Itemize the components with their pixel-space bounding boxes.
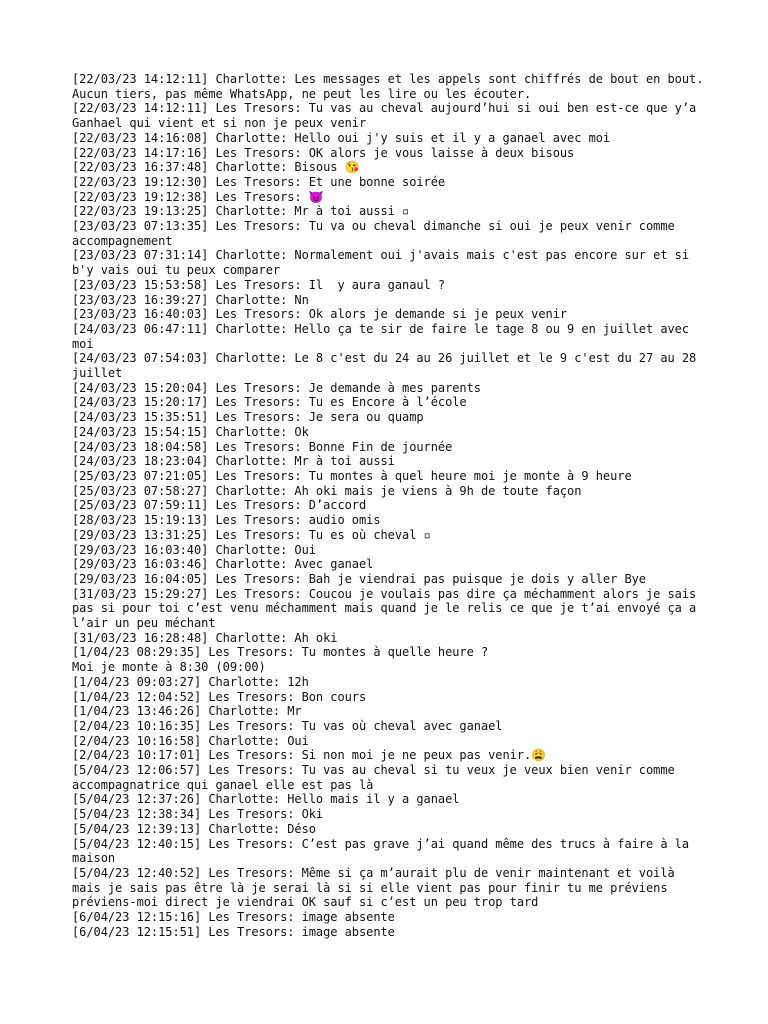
message-line: [28/03/23 15:19:13] Les Tresors: audio omis [72,513,381,528]
message-line: [6/04/23 12:15:16] Les Tresors: image absente [72,910,395,925]
message-line: [31/03/23 15:29:27] Les Tresors: Coucou je voulais pas dire ça méchamment alors je sais pas si pour toi c’est venu méchamment mais quand je le relis ce que je t’ai envoyé ça a l’air un peu méchant [72,586,704,631]
message-line: [24/03/23 18:04:58] Les Tresors: Bonne Fin de journée [72,439,453,454]
message-line: [5/04/23 12:37:26] Charlotte: Hello mais il y a ganael [72,792,460,807]
message-line: [23/03/23 15:53:58] Les Tresors: Il y aura ganaul ? [72,277,446,292]
message-line: [5/04/23 12:40:15] Les Tresors: C’est pas grave j’ai quand même des trucs à faire à la maison [72,836,697,866]
message-line: [24/03/23 15:20:17] Les Tresors: Tu es Encore à l’école [72,395,467,410]
message-line: [1/04/23 09:03:27] Charlotte: 12h [72,674,309,689]
message-line: [22/03/23 14:12:11] Les Tresors: Tu vas au cheval aujourd’hui si oui ben est-ce que y’a Ganhael qui vient et si non je peux venir [72,101,704,131]
message-line: [5/04/23 12:40:52] Les Tresors: Même si ça m’aurait plu de venir maintenant et voilà mais je sais pas être là je serai là si si elle vient pas pour finir tu me préviens préviens-moi direct je viendrai OK sauf si c’est un peu trop tard [72,865,682,910]
message-line: [29/03/23 13:31:25] Les Tresors: Tu es où cheval ▫ [72,527,431,542]
message-line: [2/04/23 10:17:01] Les Tresors: Si non moi je ne peux pas venir.😩 [72,748,547,763]
message-line: [24/03/23 06:47:11] Charlotte: Hello ça te sir de faire le tage 8 ou 9 en juillet avec moi [72,321,697,351]
message-line: [23/03/23 07:13:35] Les Tresors: Tu va ou cheval dimanche si oui je peux venir comme accompagnement [72,219,682,248]
message-line: [22/03/23 19:12:38] Les Tresors: 😈 [72,189,324,204]
message-line: [5/04/23 12:39:13] Charlotte: Déso [72,821,316,836]
message-line: [29/03/23 16:03:40] Charlotte: Oui [72,542,316,557]
message-line: [24/03/23 15:20:04] Les Tresors: Je demande à mes parents [72,380,481,395]
message-line: [24/03/23 18:23:04] Charlotte: Mr à toi aussi [72,454,395,469]
chat-transcript [72,72,711,939]
message-line: [25/03/23 07:59:11] Les Tresors: D’accord [72,498,367,513]
message-line: [31/03/23 16:28:48] Charlotte: Ah oki [72,630,338,645]
message-line: [22/03/23 14:17:16] Les Tresors: OK alors je vous laisse à deux bisous [72,145,575,160]
message-line: [5/04/23 12:06:57] Les Tresors: Tu vas au cheval si tu veux je veux bien venir comme accompagnatrice qui ganael elle est pas là [72,763,682,792]
message-line: [23/03/23 16:39:27] Charlotte: Nn [72,292,309,307]
message-line: [29/03/23 16:03:46] Charlotte: Avec ganael [72,557,374,572]
message-line: [23/03/23 16:40:03] Les Tresors: Ok alors je demande si je peux venir [72,307,568,322]
message-line: [22/03/23 19:13:25] Charlotte: Mr à toi aussi ▫ [72,204,410,219]
message-line: [2/04/23 10:16:58] Charlotte: Oui [72,733,309,748]
message-line: [29/03/23 16:04:05] Les Tresors: Bah je viendrai pas puisque je dois y aller Bye [72,571,646,586]
message-line: [1/04/23 13:46:26] Charlotte: Mr [72,704,302,719]
message-line: [22/03/23 19:12:30] Les Tresors: Et une bonne soirée [72,174,446,189]
message-line: [6/04/23 12:15:51] Les Tresors: image absente [72,924,395,939]
message-line: [22/03/23 16:37:48] Charlotte: Bisous 😘 [72,160,360,175]
message-line: [1/04/23 08:29:35] Les Tresors: Tu montes à quelle heure ? Moi je monte à 8:30 (09:00) [72,645,489,675]
message-line: [25/03/23 07:58:27] Charlotte: Ah oki mais je viens à 9h de toute façon [72,483,582,498]
message-line: [22/03/23 14:16:08] Charlotte: Hello oui j'y suis et il y a ganael avec moi [72,130,611,145]
message-line: [24/03/23 15:54:15] Charlotte: Ok [72,424,309,439]
message-line: [2/04/23 10:16:35] Les Tresors: Tu vas où cheval avec ganael [72,718,503,733]
message-line: [24/03/23 07:54:03] Charlotte: Le 8 c'est du 24 au 26 juillet et le 9 c'est du 27 au 28 juillet [72,351,704,381]
message-line: [1/04/23 12:04:52] Les Tresors: Bon cours [72,689,367,704]
message-line: [23/03/23 07:31:14] Charlotte: Normalement oui j'avais mais c'est pas encore sur et si b'y vais oui tu peux comparer [72,248,697,278]
message-line: [25/03/23 07:21:05] Les Tresors: Tu montes à quel heure moi je monte à 9 heure [72,468,632,483]
message-line: [24/03/23 15:35:51] Les Tresors: Je sera ou quamp [72,410,424,425]
message-line: [22/03/23 14:12:11] Charlotte: Les messages et les appels sont chiffrés de bout en bout. Aucun tiers, pas même WhatsApp, ne peut les lire ou les écouter. [72,72,711,101]
message-line: [5/04/23 12:38:34] Les Tresors: Oki [72,807,324,822]
